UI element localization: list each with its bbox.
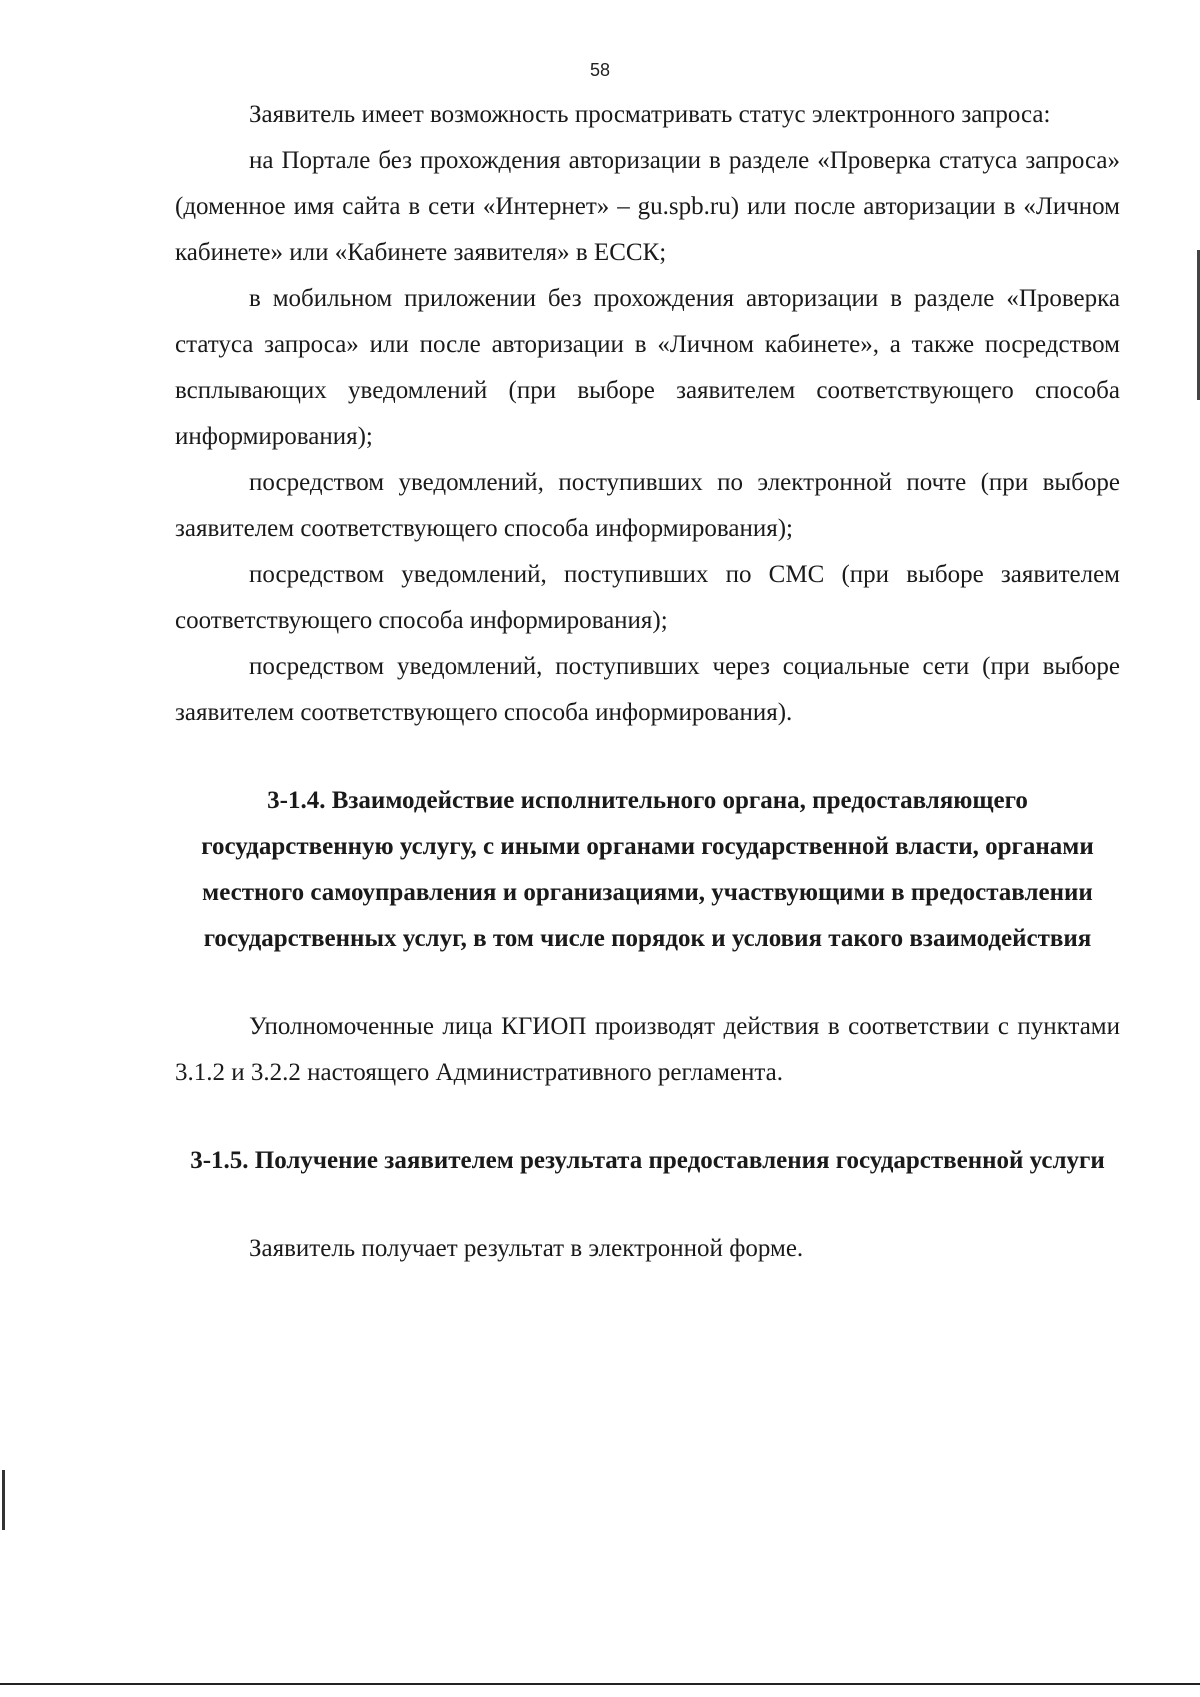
document-body — [175, 92, 1120, 1272]
paragraph-portal: на Портале без прохождения авторизации в разделе «Проверка статуса запроса» (доменное имя сайта в сети «Интернет» – gu.spb.ru) или после авторизации в «Личном кабинете» или «Кабинете заявителя» в ЕССК; — [175, 147, 1120, 266]
scan-edge-bottom — [0, 1683, 1200, 1685]
paragraph-social: посредством уведомлений, поступивших через социальные сети (при выборе заявителем соответствующего способа информирования). — [175, 653, 1120, 726]
section-heading-3-1-5: 3-1.5. Получение заявителем результата предоставления государственной услуги — [190, 1147, 1105, 1174]
page-number: 58 — [589, 60, 611, 80]
paragraph-mobile-app: в мобильном приложении без прохождения авторизации в разделе «Проверка статуса запроса» или после авторизации в «Личном кабинете», а также посредством всплывающих уведомлений (при выборе заявителем соответствующего способа информирования); — [175, 285, 1120, 450]
paragraph-status-intro: Заявитель имеет возможность просматривать статус электронного запроса: — [249, 101, 1051, 128]
paragraph-email: посредством уведомлений, поступивших по электронной почте (при выборе заявителем соответствующего способа информирования); — [175, 469, 1120, 542]
scan-edge-left — [2, 1470, 5, 1530]
section-heading-3-1-4: 3-1.4. Взаимодействие исполнительного органа, предоставляющего государственную услугу, с иными органами государственной власти, органами местного самоуправления и организациями, участвующими в предоставлении государственных услуг, в том числе порядок и условия такого взаимодействия — [201, 787, 1094, 952]
paragraph-sms: посредством уведомлений, поступивших по СМС (при выборе заявителем соответствующего способа информирования); — [175, 561, 1120, 634]
section-body-3-1-5: Заявитель получает результат в электронной форме. — [249, 1235, 804, 1262]
section-body-3-1-4: Уполномоченные лица КГИОП производят действия в соответствии с пунктами 3.1.2 и 3.2.2 настоящего Административного регламента. — [175, 1013, 1120, 1086]
